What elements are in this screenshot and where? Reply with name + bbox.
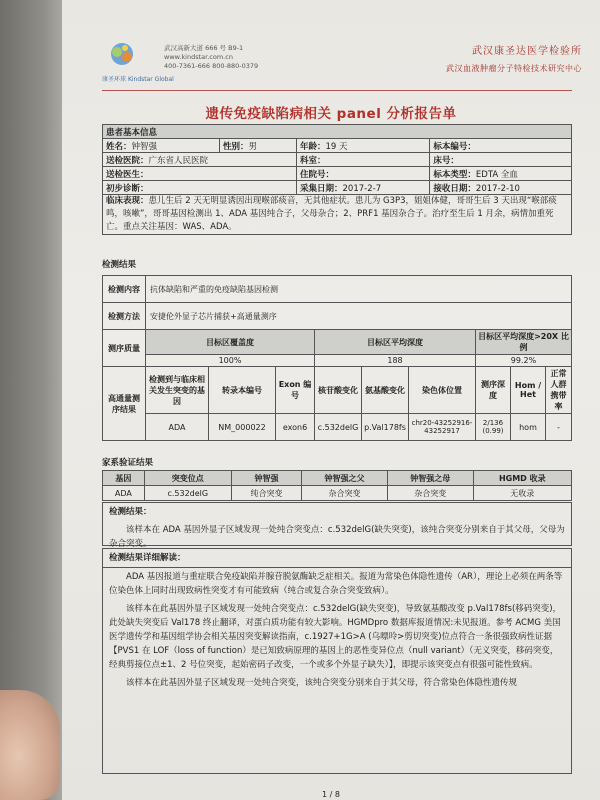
q-header-coverage: 目标区覆盖度 [146,330,315,355]
var-header-nucleotide: 核苷酸变化 [315,367,362,414]
sample-type-cell [430,167,572,181]
fam-hgmd: 无收录 [473,486,571,501]
sex-cell [220,139,297,153]
hospital-name: 广东省人民医院 [148,155,209,166]
q-header-ratio: 目标区平均深度>20X 比例 [476,330,572,355]
name-label: 姓名： [106,141,132,152]
dept-label: 科室： [300,155,326,166]
unit-cell [103,153,297,167]
fam-gene: ADA [103,486,145,501]
content-label: 检测内容 [103,276,146,303]
inpatient-cell [297,167,430,181]
unit-label: 送检医院： [106,155,149,166]
fam-proband: 纯合突变 [231,486,301,501]
var-header-amino: 氨基酸变化 [362,367,409,414]
lab-name: 武汉康圣达医学检验所 [472,46,582,57]
patient-age: 19 天 [325,141,348,152]
fam-header-proband: 钟智强 [231,471,301,486]
var-header-transcript: 转录本编号 [209,367,276,414]
kindstar-logo-icon [102,40,142,72]
quality-label: 测序质量 [103,330,146,367]
interpretation-p1: ADA 基因报道与重症联合免疫缺陷并腺苷脱氨酶缺乏症相关。报道为常染色体隐性遗传（AR），理论上必须在两条等位染色体上同时出现致病性突变才有可能致病（纯合或复合杂合突变致病）。 [109,572,563,596]
var-chrom: chr20-43252916-43252917 [409,414,476,441]
family-section-title: 家系验证结果 [102,458,154,468]
content-value: 抗体缺陷和严重的免疫缺陷基因检测 [146,276,572,303]
name-cell [103,139,220,153]
doctor-cell [103,167,297,181]
conclusion-text: 该样本在 ADA 基因外显子区域发现一处纯合突变点：c.532delG(缺失突变)，该纯合突变分别来自于其父母，父母为杂合突变。 [109,525,565,549]
interpretation-title: 检测结果详细解读： [103,549,571,568]
sample-no-label: 标本编号： [433,141,476,152]
logo-sub: Kindstar Global [127,76,174,83]
lab-name-block [446,42,582,74]
receive-cell [430,181,572,195]
background-edge [0,0,62,800]
contact-address: 武汉高新大道 666 号 B9-1 [164,44,244,52]
receive-label: 接收日期： [433,183,476,194]
page-number: 1 / 8 [322,790,340,799]
diagnosis-cell [103,181,297,195]
patient-name: 钟智强 [131,141,158,152]
contact-web: www.kindstar.com.cn [164,53,233,61]
var-zygosity: hom [511,414,546,441]
finger [0,690,60,800]
report-header [102,40,582,88]
var-transcript: NM_000022 [209,414,276,441]
patient-sex: 男 [248,141,258,152]
doctor-label: 送检医生： [106,169,149,180]
fam-father: 杂合突变 [302,486,388,501]
fam-header-mother: 钟智强之母 [387,471,473,486]
header-contact [164,44,258,71]
clinical-label: 临床表现： [106,196,149,206]
fam-site: c.532delG [144,486,231,501]
sample-no-cell [430,139,572,153]
var-header-gene: 检测到与临床相关发生突变的基因 [146,367,209,414]
var-amino: p.Val178fs [362,414,409,441]
logo-text [102,74,174,83]
logo-name: 康圣环球 [102,76,127,83]
bed-label: 床号： [433,155,459,166]
clinical-text: 患儿生后 2 天无明显诱因出现喉部痰音，无其他症状。患儿为 G3P3，姐姐体健，哥哥生后 3 天出现“喉部痰鸣，咳嗽”，哥哥基因检测出 1、ADA 基因纯合子，父母杂合；2、PRF1 基因杂合子。治疗至生后 1 月余，病情加重死亡。重点关注基因：WAS、ADA。 [106,196,557,232]
fam-header-hgmd: HGMD 收录 [473,471,571,486]
collect-label: 采集日期： [300,183,343,194]
report-title: 遗传免疫缺陷病相关 panel 分析报告单 [205,106,457,122]
method-value: 安捷伦外显子芯片捕获+高通量测序 [146,303,572,330]
contact-phone: 400-7361-666 800-880-0379 [164,62,259,70]
sex-label: 性别： [223,141,249,152]
var-header-exon: Exon 编号 [276,367,315,414]
sample-type: EDTA 全血 [475,169,518,180]
q-value-coverage: 100% [146,355,315,367]
family-table [102,470,572,501]
collect-date: 2017-2-7 [342,183,382,194]
report-page [62,0,600,800]
var-gene: ADA [146,414,209,441]
interpretation-box [102,548,572,774]
fam-mother: 杂合突变 [387,486,473,501]
diagnosis-label: 初步诊断： [106,183,149,194]
sample-type-label: 标本类型： [433,169,476,180]
clinical-cell [103,195,572,235]
interpretation-p2: 该样本在此基因外显子区域发现一处纯合突变点：c.532delG(缺失突变)，导致氨基酸改变 p.Val178fs(移码突变)，此处缺失突变后 Val178 终止翻译，对蛋白质功能有较大影响。HGMDpro 数据库报道情况:未见报道。参考 ACMG 美国医学遗传学和基因组学协会相关基因突变解读指南，c.1927+1G>A (乌嘌呤>剪切突变)位点符合一条很强致病性证据【PVS1 在 LOF（loss of function）是已知致病原理的基因上的恶性变异位点（null variant）（无义突变，移码突变，经典剪接位点±1、2 号位突变，起始密码子改变，一个或多个外显子缺失）】，即提示该突变点有很强可能性致病。 [109,604,562,670]
var-header-zygosity: Hom / Het [511,367,546,414]
bed-cell [430,153,572,167]
var-header-depth: 测序深度 [476,367,511,414]
interpretation-p3: 该样本在此基因外显子区域发现一处纯合突变，该纯合突变分别来自于其父母，符合常染色体隐性遗传规 [126,678,518,688]
patient-section-title: 患者基本信息 [103,125,572,139]
conclusion-box [102,502,572,549]
dept-cell [297,153,430,167]
lab-subname: 武汉血液肿瘤分子特检技术研究中心 [446,64,582,73]
var-header-chrom: 染色体位置 [409,367,476,414]
fam-header-gene: 基因 [103,471,145,486]
var-header-carrier: 正常人群携带率 [546,367,572,414]
results-section-title: 检测结果 [102,260,137,270]
inpatient-label: 住院号： [300,169,335,180]
age-cell [297,139,430,153]
q-value-depth: 188 [315,355,476,367]
header-divider [102,90,572,91]
fam-header-father: 钟智强之父 [302,471,388,486]
collect-cell [297,181,430,195]
fam-header-site: 突变位点 [144,471,231,486]
q-value-ratio: 99.2% [476,355,572,367]
conclusion-title: 检测结果： [109,507,152,517]
var-depth: 2/136 (0.99) [476,414,511,441]
ngs-label: 高通量测序结果 [103,367,146,441]
results-table [102,275,572,441]
method-label: 检测方法 [103,303,146,330]
age-label: 年龄： [300,141,326,152]
var-exon: exon6 [276,414,315,441]
var-nucleotide: c.532delG [315,414,362,441]
patient-info-table [102,124,572,235]
receive-date: 2017-2-10 [475,183,520,194]
q-header-depth: 目标区平均深度 [315,330,476,355]
var-carrier: - [546,414,572,441]
